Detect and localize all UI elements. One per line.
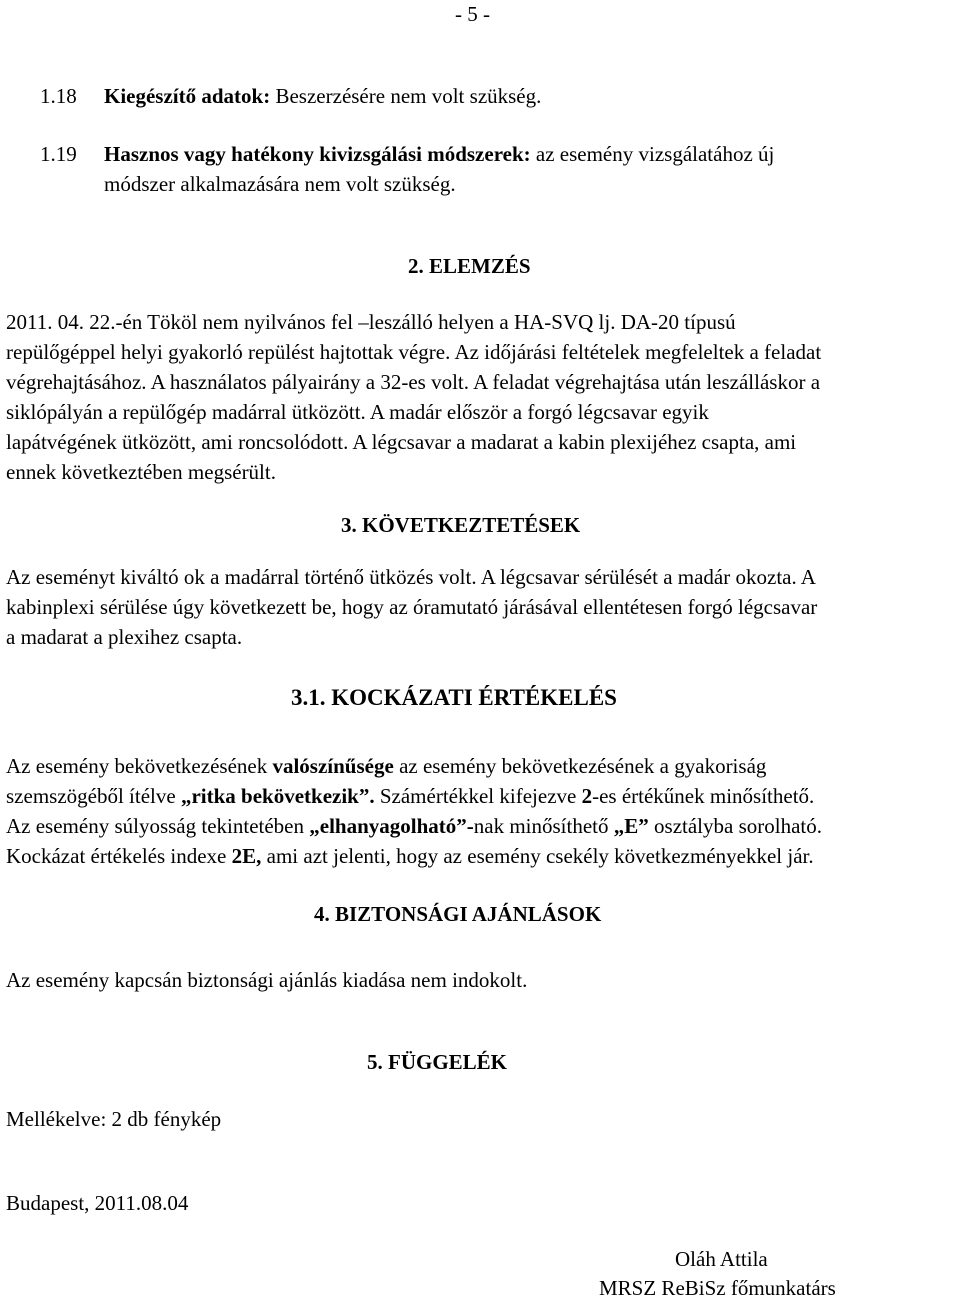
paragraph-line: végrehajtásához. A használatos pályairány a 32-es volt. A feladat végrehajtása után leszálláskor a bbox=[6, 370, 821, 394]
place-date: Budapest, 2011.08.04 bbox=[6, 1191, 189, 1215]
signature-title: MRSZ ReBiSz főmunkatárs bbox=[599, 1276, 836, 1300]
item-text: az esemény vizsgálatához új bbox=[535, 142, 775, 166]
paragraph-line: lapátvégének ütközött, ami roncsolódott. A légcsavar a madarat a kabin plexijéhez csapta, ami bbox=[6, 430, 797, 454]
heading-kovetkeztetesek: 3. KÖVETKEZTETÉSEK bbox=[341, 513, 581, 537]
page-number: - 5 - bbox=[455, 2, 490, 26]
paragraph-line: 2011. 04. 22.-én Tököl nem nyilvános fel –leszálló helyen a HA-SVQ lj. DA-20 típusú bbox=[6, 310, 736, 334]
paragraph-line: kabinplexi sérülése úgy következett be, hogy az óramutató járásával ellentétesen forgó légcsavar bbox=[6, 595, 818, 619]
paragraph-kockazati bbox=[6, 752, 954, 872]
paragraph-fuggelek: Mellékelve: 2 db fénykép bbox=[6, 1107, 222, 1131]
item-number: 1.18 bbox=[40, 84, 77, 108]
paragraph-line: szemszögéből ítélve „ritka bekövetkezik”. Számértékkel kifejezve 2-es értékűnek minősíthető. bbox=[6, 784, 815, 808]
paragraph-kovetkeztetesek bbox=[6, 563, 954, 653]
item-1-18 bbox=[40, 82, 920, 110]
item-label: Kiegészítő adatok: bbox=[104, 84, 271, 108]
paragraph-line: Az esemény súlyosság tekintetében „elhanyagolható”-nak minősíthető „E” osztályba sorolható. bbox=[6, 814, 822, 838]
paragraph-biztonsagi: Az esemény kapcsán biztonsági ajánlás kiadása nem indokolt. bbox=[6, 968, 528, 992]
paragraph-line: repülőgéppel helyi gyakorló repülést hajtottak végre. Az időjárási feltételek megfeleltek a feladat bbox=[6, 340, 822, 364]
signature-name: Oláh Attila bbox=[675, 1247, 768, 1271]
paragraph-line: ennek következtében megsérült. bbox=[6, 460, 276, 484]
heading-fuggelek: 5. FÜGGELÉK bbox=[367, 1050, 508, 1074]
item-number: 1.19 bbox=[40, 142, 77, 166]
paragraph-line: Az eseményt kiváltó ok a madárral történő ütközés volt. A légcsavar sérülését a madár okozta. A bbox=[6, 565, 816, 589]
item-1-19 bbox=[40, 140, 920, 196]
paragraph-line: siklópályán a repülőgép madárral ütközött. A madár először a forgó légcsavar egyik bbox=[6, 400, 709, 424]
paragraph-line: Kockázat értékelés indexe 2E, ami azt jelenti, hogy az esemény csekély következményekkel jár. bbox=[6, 844, 814, 868]
item-text-continued: módszer alkalmazására nem volt szükség. bbox=[104, 172, 456, 196]
item-text: Beszerzésére nem volt szükség. bbox=[275, 84, 542, 108]
heading-biztonsagi-ajanlasok: 4. BIZTONSÁGI AJÁNLÁSOK bbox=[314, 902, 602, 926]
heading-elemzes: 2. ELEMZÉS bbox=[408, 254, 531, 278]
item-label: Hasznos vagy hatékony kivizsgálási módszerek: bbox=[104, 142, 531, 166]
heading-kockazati-ertekeles: 3.1. KOCKÁZATI ÉRTÉKELÉS bbox=[291, 685, 617, 710]
paragraph-line: Az esemény bekövetkezésének valószínűsége az esemény bekövetkezésének a gyakoriság bbox=[6, 754, 767, 778]
paragraph-elemzes bbox=[6, 308, 954, 488]
paragraph-line: a madarat a plexihez csapta. bbox=[6, 625, 243, 649]
